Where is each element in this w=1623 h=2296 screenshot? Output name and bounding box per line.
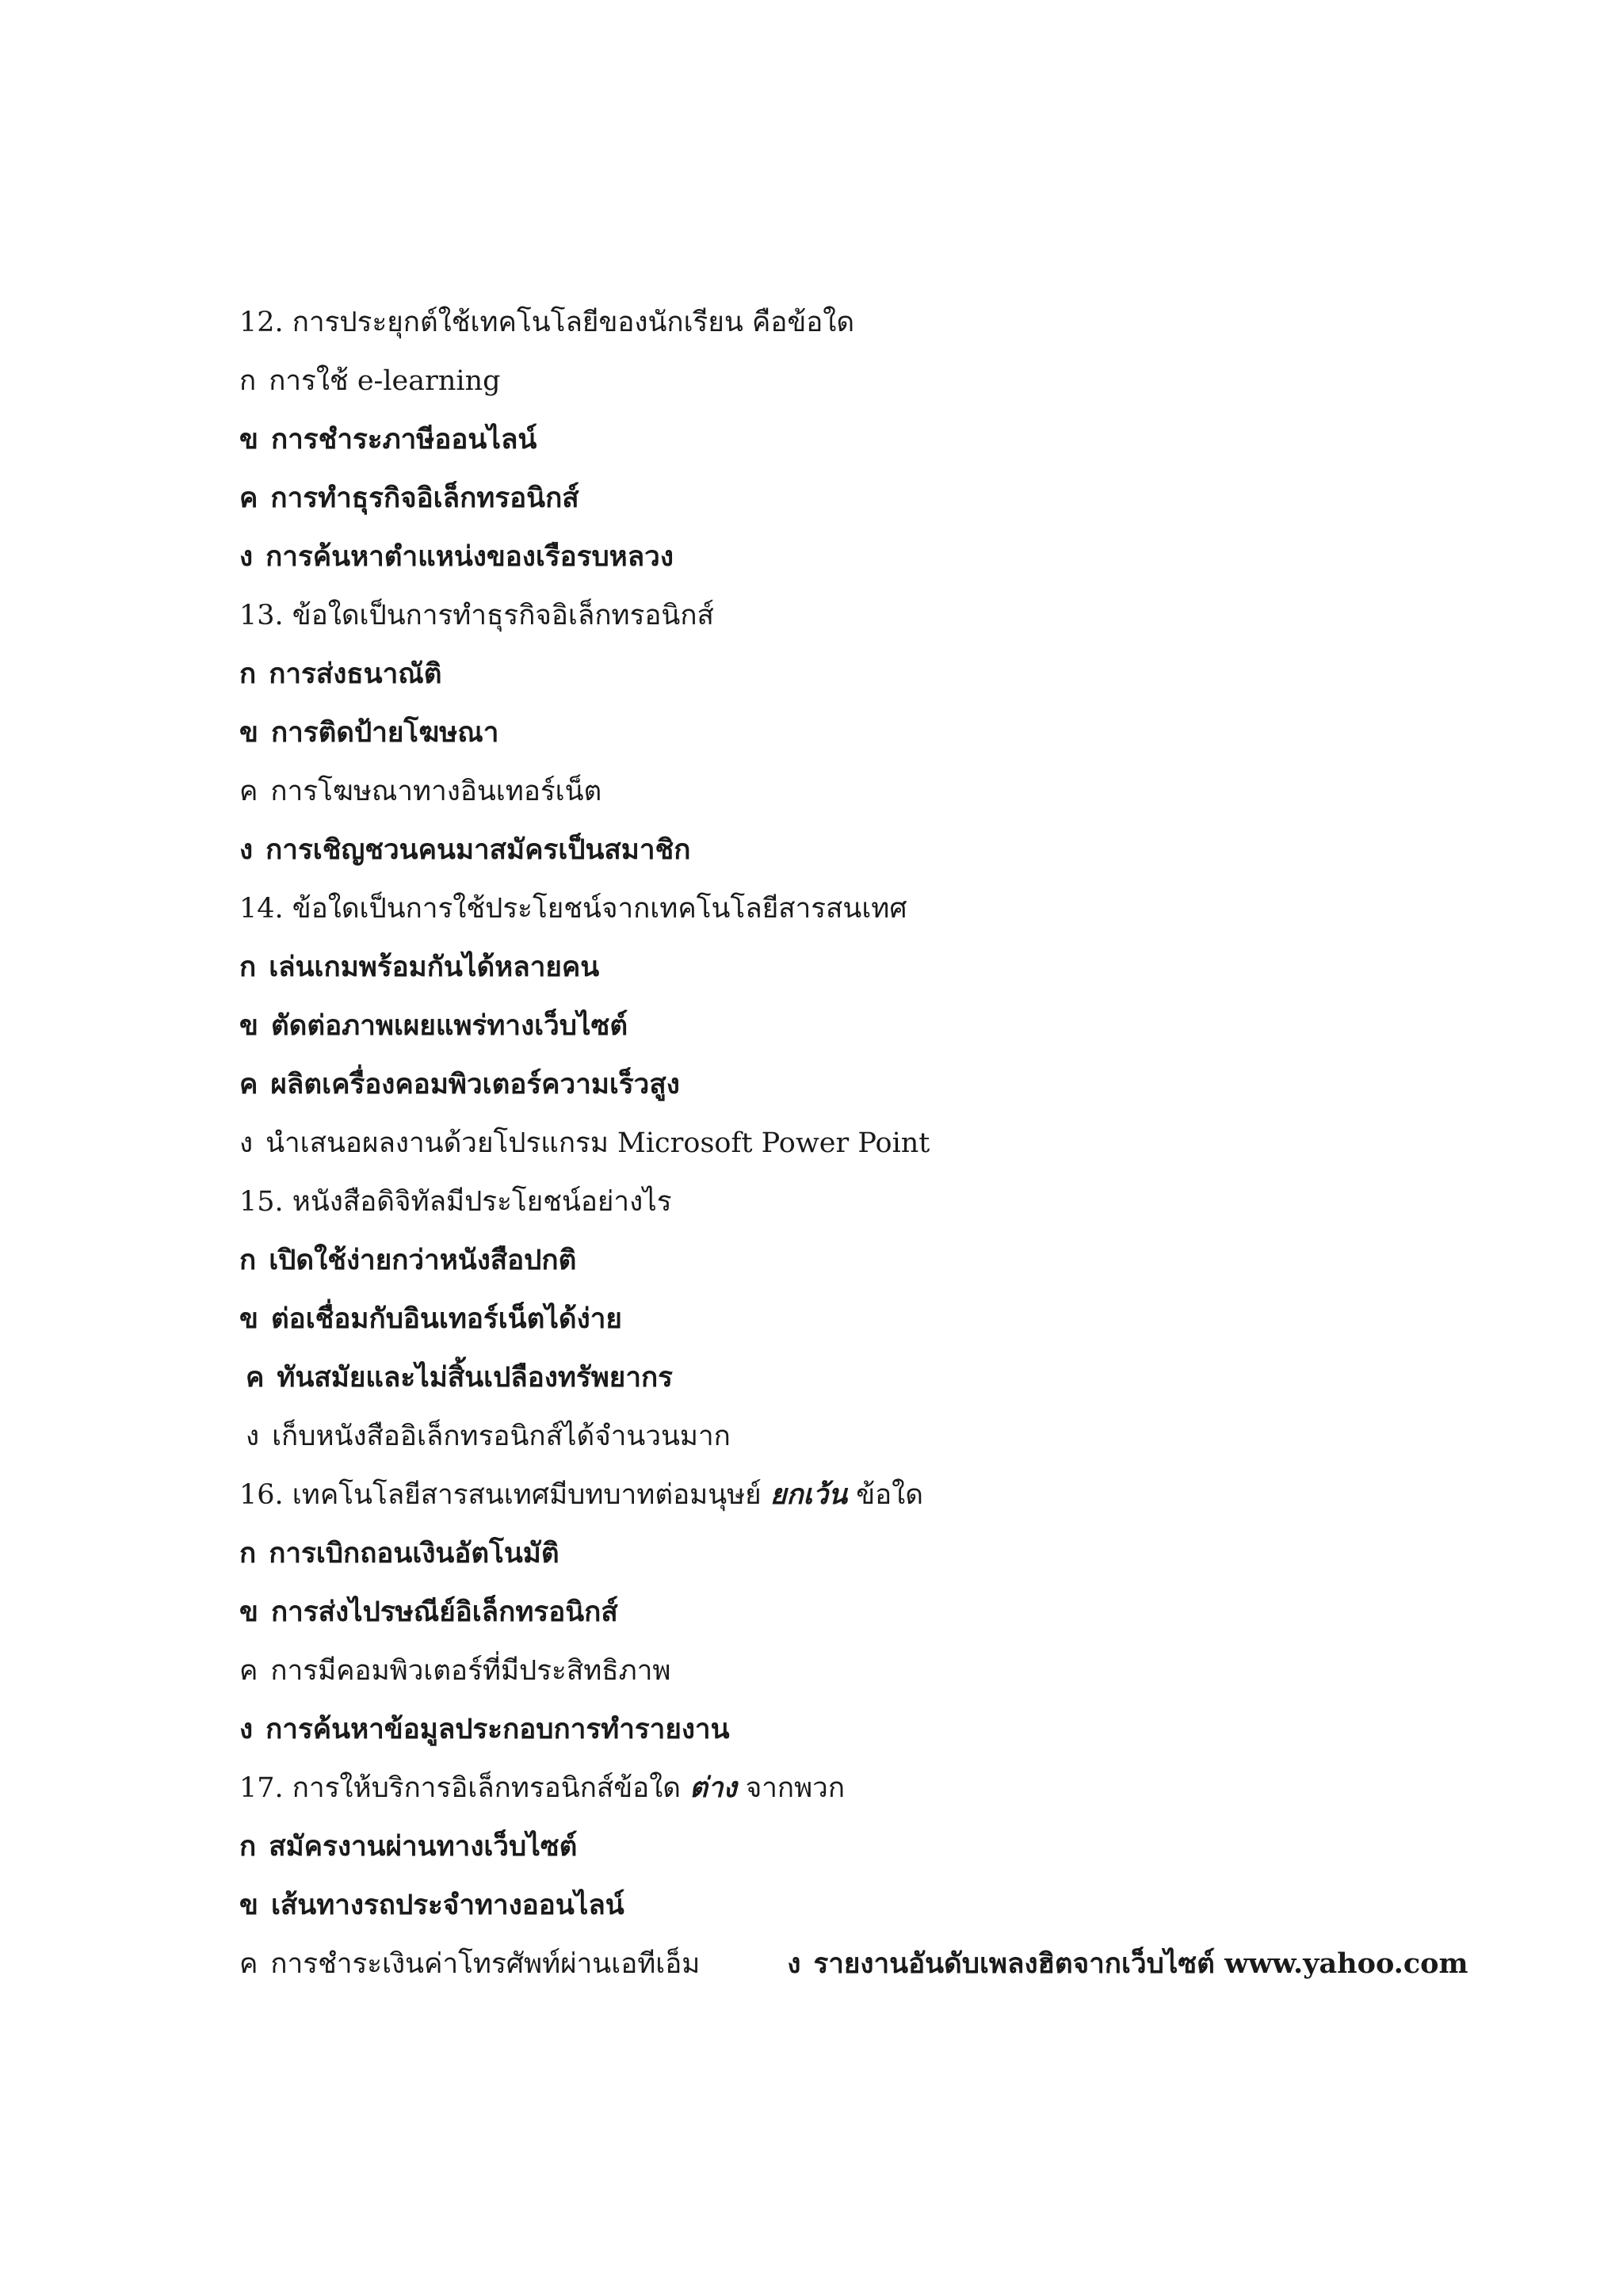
- option-text: เก็บหนังสืออิเล็กทรอนิกส์ได้จำนวนมาก: [272, 1421, 731, 1452]
- q14-option-a: [239, 938, 1476, 997]
- question-16: [239, 1466, 1476, 1524]
- option-letter: ก: [239, 1537, 257, 1569]
- question-14: 14. ข้อใดเป็นการใช้ประโยชน์จากเทคโนโลยีสารสนเทศ: [239, 893, 907, 925]
- question-text: 16. เทคโนโลยีสารสนเทศมีบทบาทต่อมนุษย์: [239, 1479, 770, 1511]
- option-text: การค้นหาตำแหน่งของเรือรบหลวง: [265, 540, 674, 573]
- option-text: การชำระภาษีออนไลน์: [270, 423, 537, 456]
- option-letter: ค: [239, 1655, 258, 1687]
- option-letter: ข: [239, 1302, 258, 1335]
- q16-option-a: [239, 1524, 1476, 1583]
- option-text: การติดป้ายโฆษณา: [270, 716, 499, 749]
- question-15: 15. หนังสือดิจิทัลมีประโยชน์อย่างไร: [239, 1186, 672, 1218]
- option-text: รายงานอันดับเพลงฮิตจากเว็บไซต์ www.yahoo.com: [813, 1947, 1468, 1980]
- option-text: ทันสมัยและไม่สิ้นเปลืองทรัพยากร: [277, 1361, 673, 1394]
- q13-option-b: [239, 704, 1476, 762]
- q13-option-d: [239, 821, 1476, 879]
- q13-option-a: [239, 645, 1476, 704]
- option-letter: ก: [239, 1830, 257, 1863]
- quiz-content: [239, 293, 1476, 1993]
- option-letter: ง: [246, 1421, 260, 1452]
- q17-option-a: [239, 1817, 1476, 1876]
- option-text: ต่อเชื่อมกับอินเทอร์เน็ตได้ง่าย: [270, 1302, 622, 1335]
- option-letter: ก: [239, 1244, 257, 1276]
- q15-option-a: [239, 1231, 1476, 1290]
- question-17: [239, 1759, 1476, 1817]
- question-text: 17. การให้บริการอิเล็กทรอนิกส์ข้อใด: [239, 1772, 690, 1804]
- q15-option-c: [239, 1348, 1476, 1407]
- option-text: สมัครงานผ่านทางเว็บไซต์: [269, 1830, 578, 1863]
- question-13: 13. ข้อใดเป็นการทำธุรกิจอิเล็กทรอนิกส์: [239, 600, 714, 631]
- q17-option-c-d: [239, 1935, 1476, 1993]
- q12-option-b: [239, 410, 1476, 469]
- q14-option-c: [239, 1055, 1476, 1114]
- option-text: เล่นเกมพร้อมกันได้หลายคน: [269, 951, 600, 983]
- option-letter: ง: [787, 1947, 801, 1980]
- option-letter: ค: [239, 1948, 258, 1980]
- option-letter: ค: [239, 1068, 258, 1100]
- option-text: ตัดต่อภาพเผยแพร่ทางเว็บไซต์: [270, 1009, 628, 1042]
- q14-option-b: [239, 997, 1476, 1055]
- option-text: การค้นหาข้อมูลประกอบการทำรายงาน: [265, 1713, 730, 1745]
- question-emphasis: ต่าง: [689, 1772, 737, 1804]
- option-text: การเชิญชวนคนมาสมัครเป็นสมาชิก: [265, 833, 691, 866]
- option-letter: ง: [239, 540, 254, 573]
- option-text: นำเสนอผลงานด้วยโปรแกรม Microsoft Power Point: [265, 1127, 930, 1159]
- q17-option-d: [787, 1935, 1468, 1993]
- option-letter: ข: [239, 423, 258, 456]
- option-text: การทำธุรกิจอิเล็กทรอนิกส์: [270, 482, 579, 514]
- option-letter: ง: [239, 1713, 254, 1745]
- option-letter: ข: [239, 716, 258, 749]
- option-letter: ข: [239, 1889, 258, 1921]
- q13-option-c: [239, 762, 1476, 821]
- q15-option-b: [239, 1290, 1476, 1348]
- option-letter: ค: [239, 482, 258, 514]
- q12-option-a: [239, 352, 1476, 410]
- option-letter: ก: [239, 365, 257, 397]
- option-letter: ค: [239, 776, 258, 807]
- option-letter: ง: [239, 1127, 254, 1159]
- option-letter: ค: [246, 1361, 265, 1394]
- option-letter: ข: [239, 1009, 258, 1042]
- q17-option-b: [239, 1876, 1476, 1935]
- option-text: การโฆษณาทางอินเทอร์เน็ต: [270, 776, 602, 807]
- q16-option-b: [239, 1583, 1476, 1642]
- q12-option-c: [239, 469, 1476, 528]
- option-text: เปิดใช้ง่ายกว่าหนังสือปกติ: [269, 1244, 577, 1276]
- q16-option-c: [239, 1642, 1476, 1700]
- q16-option-d: [239, 1700, 1476, 1759]
- question-emphasis: ยกเว้น: [769, 1478, 848, 1511]
- option-letter: ง: [239, 833, 254, 866]
- q14-option-d: [239, 1114, 1476, 1173]
- option-letter: ก: [239, 658, 257, 690]
- option-text: การส่งไปรษณีย์อิเล็กทรอนิกส์: [270, 1596, 618, 1628]
- option-text: การมีคอมพิวเตอร์ที่มีประสิทธิภาพ: [270, 1655, 671, 1687]
- option-text: การเบิกถอนเงินอัตโนมัติ: [269, 1537, 559, 1569]
- option-text: เส้นทางรถประจำทางออนไลน์: [270, 1889, 624, 1921]
- option-letter: ข: [239, 1596, 258, 1628]
- question-12: 12. การประยุกต์ใช้เทคโนโลยีของนักเรียน คือข้อใด: [239, 307, 855, 338]
- option-text: การชำระเงินค่าโทรศัพท์ผ่านเอทีเอ็ม: [270, 1948, 701, 1980]
- q12-option-d: [239, 528, 1476, 586]
- option-text: การส่งธนาณัติ: [269, 658, 442, 690]
- option-text: การใช้ e-learning: [269, 365, 501, 397]
- question-text: จากพวก: [736, 1772, 846, 1804]
- option-letter: ก: [239, 951, 257, 983]
- option-text: ผลิตเครื่องคอมพิวเตอร์ความเร็วสูง: [270, 1068, 680, 1100]
- q15-option-d: [239, 1407, 1476, 1466]
- question-text: ข้อใด: [847, 1479, 923, 1511]
